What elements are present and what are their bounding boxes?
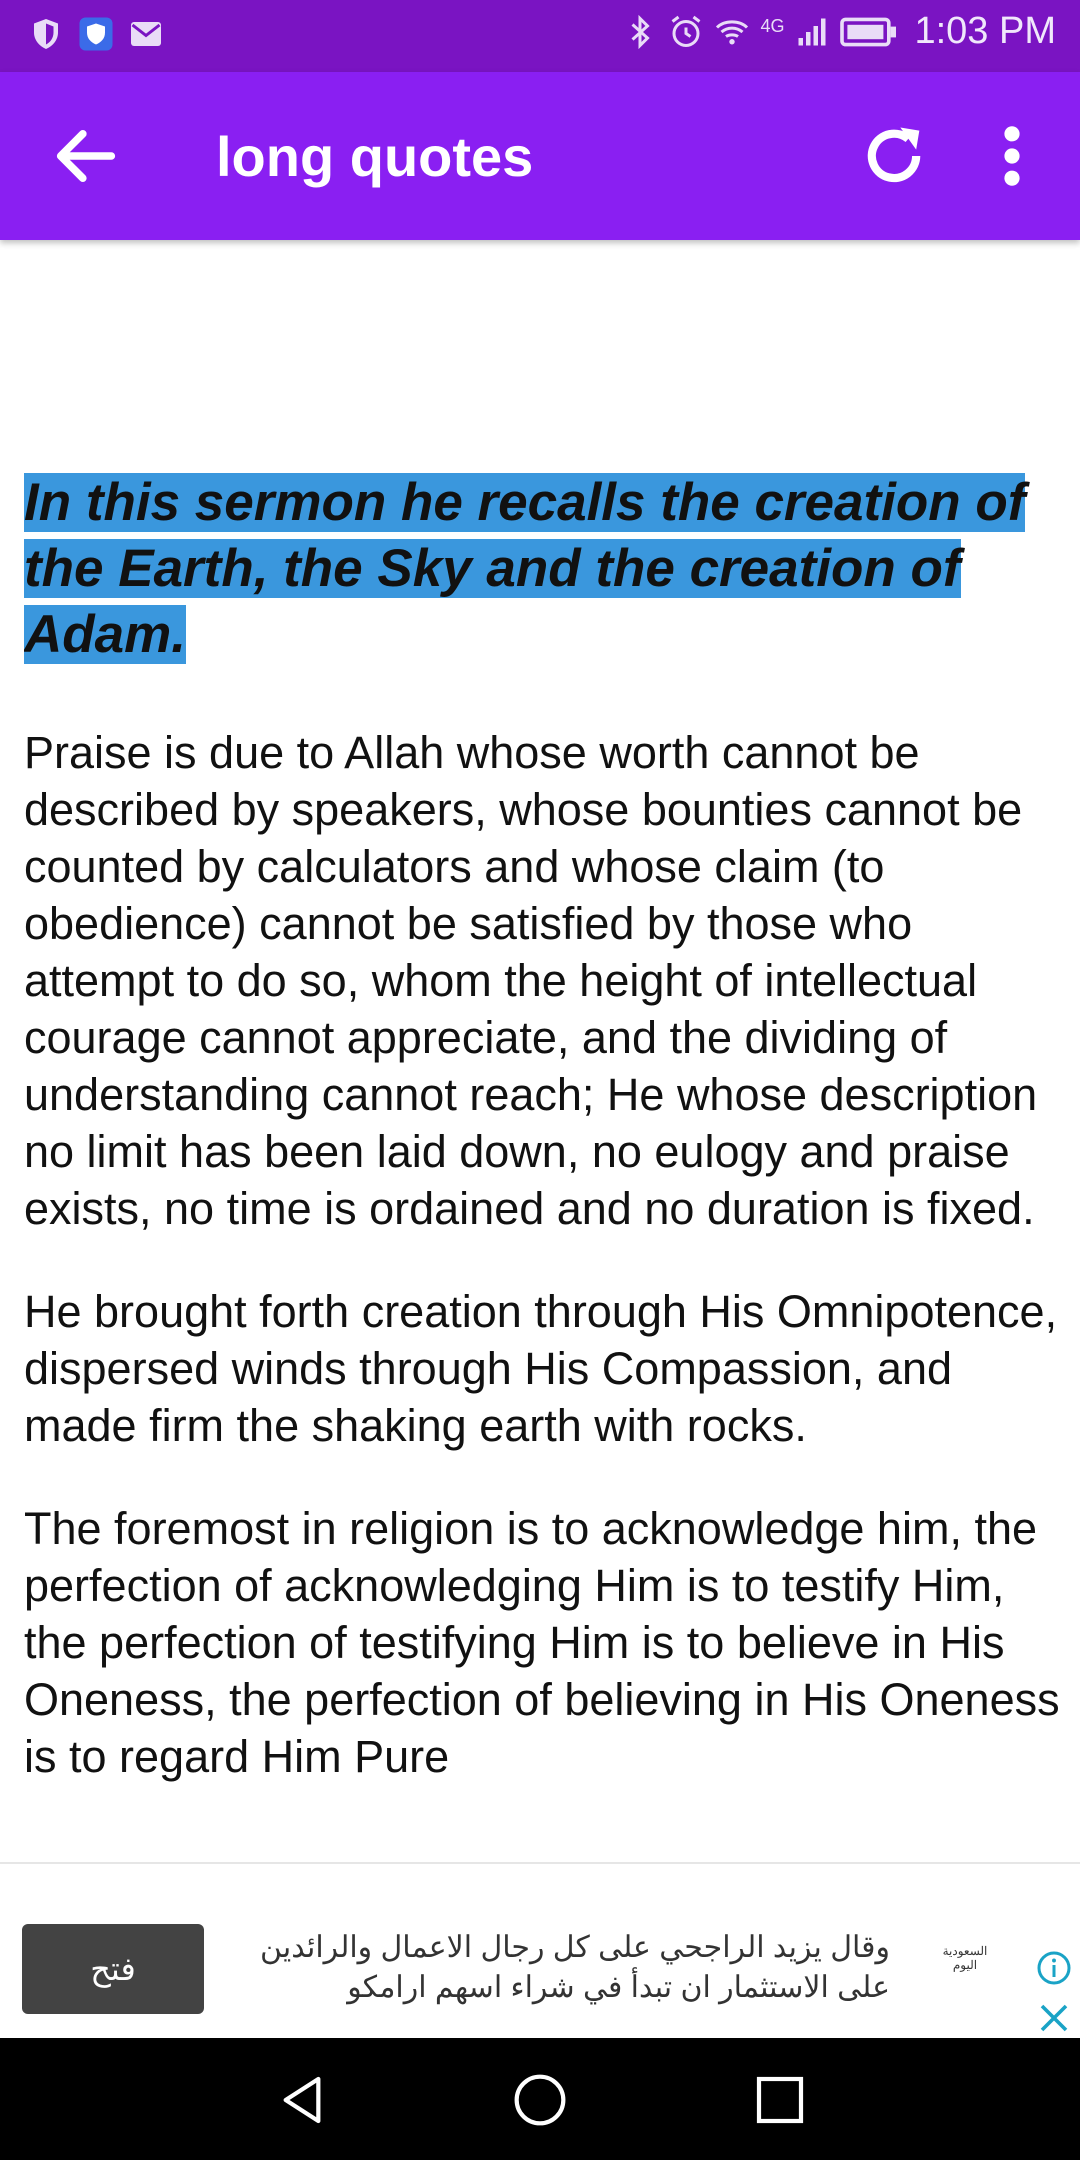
vpn-shield-icon <box>78 16 114 52</box>
system-nav-bar <box>0 2038 1080 2160</box>
quote-paragraph: The foremost in religion is to acknowledge him, the perfection of acknowledging Him is to testify Him, the perfection of testifying Him is to believe in His Oneness, the perfection of believing in His Oneness is to regard Him Pure <box>24 1503 1060 1782</box>
refresh-icon[interactable] <box>856 118 932 194</box>
nav-recents-icon[interactable] <box>752 2072 808 2128</box>
quote-paragraph: He brought forth creation through His Omnipotence, dispersed winds through His Compassion, and made firm the shaking earth with rocks. <box>24 1286 1058 1451</box>
status-right-icons <box>622 10 1056 53</box>
ad-open-button[interactable]: فتح <box>22 1924 204 2014</box>
app-bar <box>0 72 1080 240</box>
status-left-icons <box>28 16 164 52</box>
status-time: 1:03 PM <box>914 10 1056 52</box>
ad-text-line: على الاستثمار ان تبدأ في شراء اسهم ارامكو <box>347 1971 890 2004</box>
shield-icon <box>28 16 64 52</box>
ad-logo-line: اليوم <box>952 1958 978 1972</box>
status-bar <box>0 0 1080 72</box>
ad-text-line: وقال يزيد الراجحي على كل رجال الاعمال والرائدين <box>260 1931 890 1964</box>
bluetooth-icon <box>622 14 658 50</box>
ad-logo <box>938 1944 992 1984</box>
quote-heading[interactable] <box>24 470 1064 668</box>
quote-heading-text[interactable]: In this sermon he recalls the creation of the Earth, the Sky and the creation of Adam. <box>24 473 1026 664</box>
alarm-icon <box>668 14 704 50</box>
gmail-icon <box>128 16 164 52</box>
nav-back-icon[interactable] <box>274 2072 330 2128</box>
battery-icon <box>840 14 898 50</box>
page-title: long quotes <box>216 125 534 188</box>
ad-text[interactable] <box>260 1928 890 2008</box>
network-type: 4G <box>760 16 785 36</box>
quote-content <box>24 470 1064 1860</box>
ad-banner[interactable] <box>0 1862 1080 2040</box>
wifi-icon <box>714 14 750 50</box>
signal-icon <box>794 14 830 50</box>
ad-close-icon[interactable] <box>1036 2000 1072 2036</box>
ad-logo-line: السعودية <box>942 1944 988 1958</box>
arrow-left-icon[interactable] <box>48 118 124 194</box>
nav-home-icon[interactable] <box>512 2072 568 2128</box>
more-vert-icon[interactable] <box>986 118 1038 194</box>
quote-paragraph: Praise is due to Allah whose worth cannot be described by speakers, whose bounties cannot be counted by calculators and whose claim (to obedience) cannot be satisfied by those who attempt to do so, whom the height of intellectual courage cannot appreciate, and the dividing of understanding cannot reach; He whose description no limit has been laid down, no eulogy and praise exists, no time is ordained and no duration is fixed. <box>24 727 1038 1234</box>
ad-info-icon[interactable] <box>1036 1950 1072 1986</box>
